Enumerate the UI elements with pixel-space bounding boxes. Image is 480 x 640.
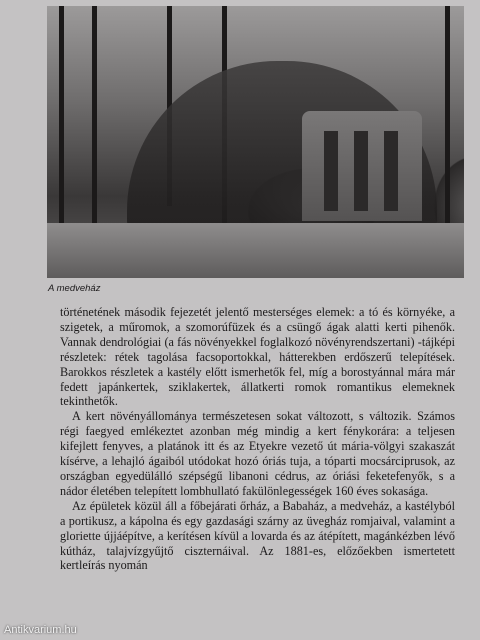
ground-shrubs — [47, 223, 464, 278]
bear-house-facade — [302, 111, 422, 221]
photo-caption: A medveház — [48, 283, 101, 294]
paragraph: Az épületek közül áll a főbejárati őrház, a Babaház, a medveház, a kastélyból a portikusz, a kápolna és egy gazdasági szárny az üvegház romjaival, valamint a gloriette újjáépítve, a kerítésen kívül a lovarda és az átépített, magánkézben lévő kútház, talajvízgyűjtő ciszternáival. Az 1881-es, előzőekben ismertetett kertleírás nyomán — [60, 498, 455, 573]
paragraph: történetének második fejezetét jelentő mesterséges elemek: a tó és környéke, a szigetek, a műromok, a szomorúfüzek és a csüngő ágak alatti kerti pihenők. Vannak dendrológiai (a fás növényekkel foglalkozó növényrendszertani) -tájképi részletek: rétek tagolása facsoportokkal, hátterekben erdőszerű telepítések. Barokkos részletek a kastély előtt ismerhetők fel, míg a borostyánnal mára már fedett japánkertek, sziklakertek, állatkerti romok romantikus elemeknek tekinthetők. — [60, 305, 455, 409]
watermark: Antikvarium.hu — [4, 624, 77, 636]
photo-bear-house — [47, 6, 464, 278]
body-text — [60, 305, 455, 573]
tree-trunk — [59, 6, 64, 246]
tree-trunk — [445, 6, 450, 246]
paragraph: A kert növényállománya természetesen sokat változott, s változik. Számos régi faegyed emlékeztet azonban még mindig a kert fénykorára: a teljesen kifejlett fenyves, a platánok itt és az Etyekre vezető út mária-völgyi szakaszát kísérve, a lehajló ágaiból utódokat hozó óriás tuja, a tóparti mocsárciprusok, az országban egyedülálló szépségű libanoni cédrus, az óriási feketefenyők, s a nádor életében telepített lombhullató fakülönlegességek 160 éves sokasága. — [60, 409, 455, 498]
tree-trunk — [92, 6, 97, 246]
